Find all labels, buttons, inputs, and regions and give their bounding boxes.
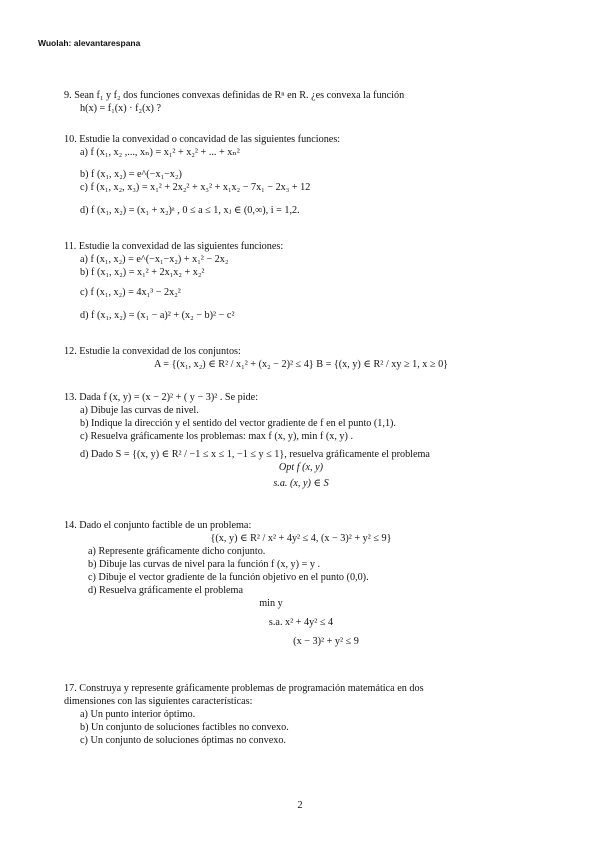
problem-14-title: 14. Dado el conjunto factible de un problema:	[64, 520, 252, 531]
problem-13-d: d) Dado S = {(x, y) ∈ R² / −1 ≤ x ≤ 1, −1 ≤ y ≤ 1}, resuelva gráficamente el problema	[80, 449, 430, 460]
problem-12-sets: A = {(x₁, x₂) ∈ R² / x₁² + (x₂ − 2)² ≤ 4} B = {(x, y) ∈ R² / xy ≥ 1, x ≥ 0}	[153, 359, 449, 370]
problem-11	[64, 240, 538, 322]
problem-11-b: b) f (x₁, x₂) = x₁² + 2x₁x₂ + x₂²	[80, 267, 205, 278]
problem-13	[64, 391, 538, 490]
problem-14-sa2: (x − 3)² + y² ≤ 9	[293, 636, 359, 647]
problem-14-min: min y	[259, 598, 283, 609]
problem-10-c: c) f (x₁, x₂, x₃) = x₁² + 2x₂² + x₃² + x₁x₂ − 7x₁ − 2x₃ + 12	[80, 182, 311, 193]
problem-13-sa: s.a. (x, y) ∈ S	[273, 478, 329, 489]
problem-14-set: {(x, y) ∈ R² / x² + 4y² ≤ 4, (x − 3)² + y² ≤ 9}	[210, 533, 392, 544]
problem-14-c: c) Dibuje el vector gradiente de la función objetivo en el punto (0,0).	[88, 572, 369, 583]
problem-17-c: c) Un conjunto de soluciones óptimas no convexo.	[80, 735, 286, 746]
page-header: Wuolah: alevantarespana	[38, 38, 141, 48]
problem-17	[64, 682, 538, 747]
problem-13-title: 13. Dada f (x, y) = (x − 2)² + ( y − 3)² . Se pide:	[64, 392, 259, 403]
problem-17-a: a) Un punto interior óptimo.	[80, 709, 196, 720]
problem-12-title: 12. Estudie la convexidad de los conjuntos:	[64, 346, 241, 357]
problem-14-a: a) Represente gráficamente dicho conjunto.	[88, 546, 266, 557]
problem-13-b: b) Indique la dirección y el sentido del vector gradiente de f en el punto (1,1).	[80, 418, 396, 429]
problem-10-b: b) f (x₁, x₂) = e^(−x₁−x₂)	[80, 169, 182, 180]
problem-11-c: c) f (x₁, x₂) = 4x₁³ − 2x₂²	[80, 287, 181, 298]
problem-14-d: d) Resuelva gráficamente el problema	[88, 585, 244, 596]
problem-10-a: a) f (x₁, x₂ ,..., xₙ) = x₁² + x₂² + ... + xₙ²	[80, 147, 240, 158]
page-number: 2	[297, 800, 303, 811]
problem-17-b: b) Un conjunto de soluciones factibles no convexo.	[80, 722, 289, 733]
problem-10-title: 10. Estudie la convexidad o concavidad de las siguientes funciones:	[64, 134, 341, 145]
problem-10-d: d) f (x₁, x₂) = (x₁ + x₂)ᵃ , 0 ≤ a ≤ 1, xⱼ ∈ (0,∞), i = 1,2.	[80, 205, 300, 216]
problem-9-line1: 9. Sean f₁ y f₂ dos funciones convexas definidas de Rⁿ en R. ¿es convexa la función	[64, 90, 405, 101]
problem-13-opt: Opt f (x, y)	[278, 462, 324, 473]
problem-9-line2: h(x) = f₁(x) · f₂(x) ?	[80, 103, 162, 114]
problem-11-a: a) f (x₁, x₂) = e^(−x₁−x₂) + x₁² − 2x₂	[80, 254, 229, 265]
problem-17-title1: 17. Construya y represente gráficamente problemas de programación matemática en dos	[64, 683, 424, 694]
problem-11-title: 11. Estudie la convexidad de las siguientes funciones:	[64, 241, 284, 252]
problem-9	[64, 89, 538, 115]
problem-13-a: a) Dibuje las curvas de nivel.	[80, 405, 199, 416]
problem-17-title2: dimensiones con las siguientes características:	[64, 696, 253, 707]
problem-14	[64, 519, 538, 648]
problem-11-d: d) f (x₁, x₂) = (x₁ − a)² + (x₂ − b)² − c²	[80, 310, 235, 321]
problem-13-c: c) Resuelva gráficamente los problemas: max f (x, y), min f (x, y) .	[80, 431, 353, 442]
problem-14-b: b) Dibuje las curvas de nivel para la función f (x, y) = y .	[88, 559, 321, 570]
problem-12	[64, 345, 538, 371]
problem-14-sa1: s.a. x² + 4y² ≤ 4	[268, 617, 334, 628]
problem-10	[64, 133, 538, 217]
